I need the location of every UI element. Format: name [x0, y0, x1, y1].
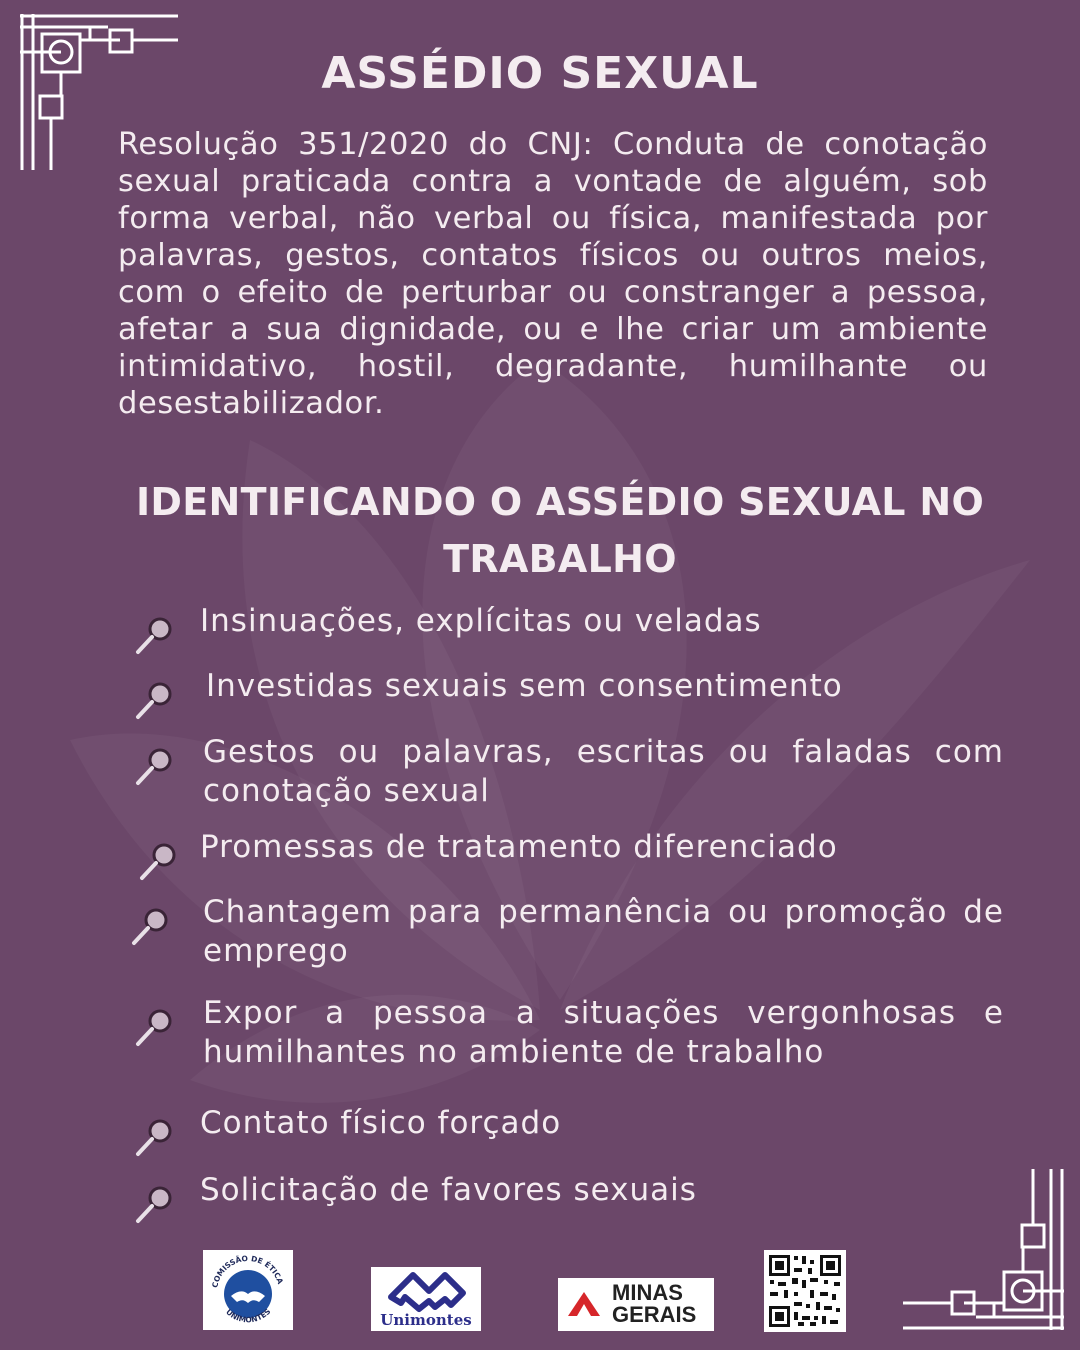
list-item-text: Promessas de tratamento diferenciado [200, 829, 838, 865]
section-heading: IDENTIFICANDO O ASSÉDIO SEXUAL NO TRABALHO [135, 480, 985, 581]
magnifier-icon [134, 1114, 178, 1158]
list-item-text: Investidas sexuais sem consentimento [206, 668, 843, 704]
list-item-text: Chantagem para permanência ou promoção de emprego [203, 894, 1004, 969]
page-title: ASSÉDIO SEXUAL [321, 48, 759, 99]
list-item-text: Solicitação de favores sexuais [200, 1172, 697, 1208]
svg-text:UNIMONTES: UNIMONTES [224, 1306, 273, 1325]
magnifier-icon [134, 677, 178, 721]
magnifier-icon [134, 1181, 178, 1225]
list-item-text: Gestos ou palavras, escritas ou faladas com conotação sexual [203, 734, 1004, 809]
definition-text: Resolução 351/2020 do CNJ: Conduta de conotação sexual praticada contra a vontade de alguém, sob forma verbal, não verbal ou física, manifestada por palavras, gestos, contatos físicos ou outros meios, com o efeito de perturbar ou constranger a pessoa, afetar a sua dignidade, ou e lhe criar um ambiente intimidativo, hostil, degradante, humilhante ou desestabilizador. [118, 127, 988, 421]
comissao-etica-logo [203, 1250, 293, 1330]
list-item-text: Contato físico forçado [200, 1105, 562, 1141]
unimontes-logo [371, 1267, 481, 1331]
magnifier-icon [134, 1004, 178, 1048]
magnifier-icon [138, 838, 182, 882]
minas-gerais-wordmark: MINAS GERAIS [612, 1280, 697, 1327]
list-item-text: Insinuações, explícitas ou veladas [200, 603, 762, 639]
magnifier-icon [130, 903, 174, 947]
list-item-text: Expor a pessoa a situações vergonhosas e humilhantes no ambiente de trabalho [203, 995, 1004, 1070]
qr-code-icon[interactable] [764, 1250, 846, 1332]
minas-gerais-logo [558, 1278, 714, 1331]
svg-text:COMISSÃO DE ÉTICA: COMISSÃO DE ÉTICA [210, 1253, 285, 1289]
unimontes-wordmark: Unimontes [380, 1311, 472, 1329]
magnifier-icon [134, 612, 178, 656]
magnifier-icon [134, 743, 178, 787]
